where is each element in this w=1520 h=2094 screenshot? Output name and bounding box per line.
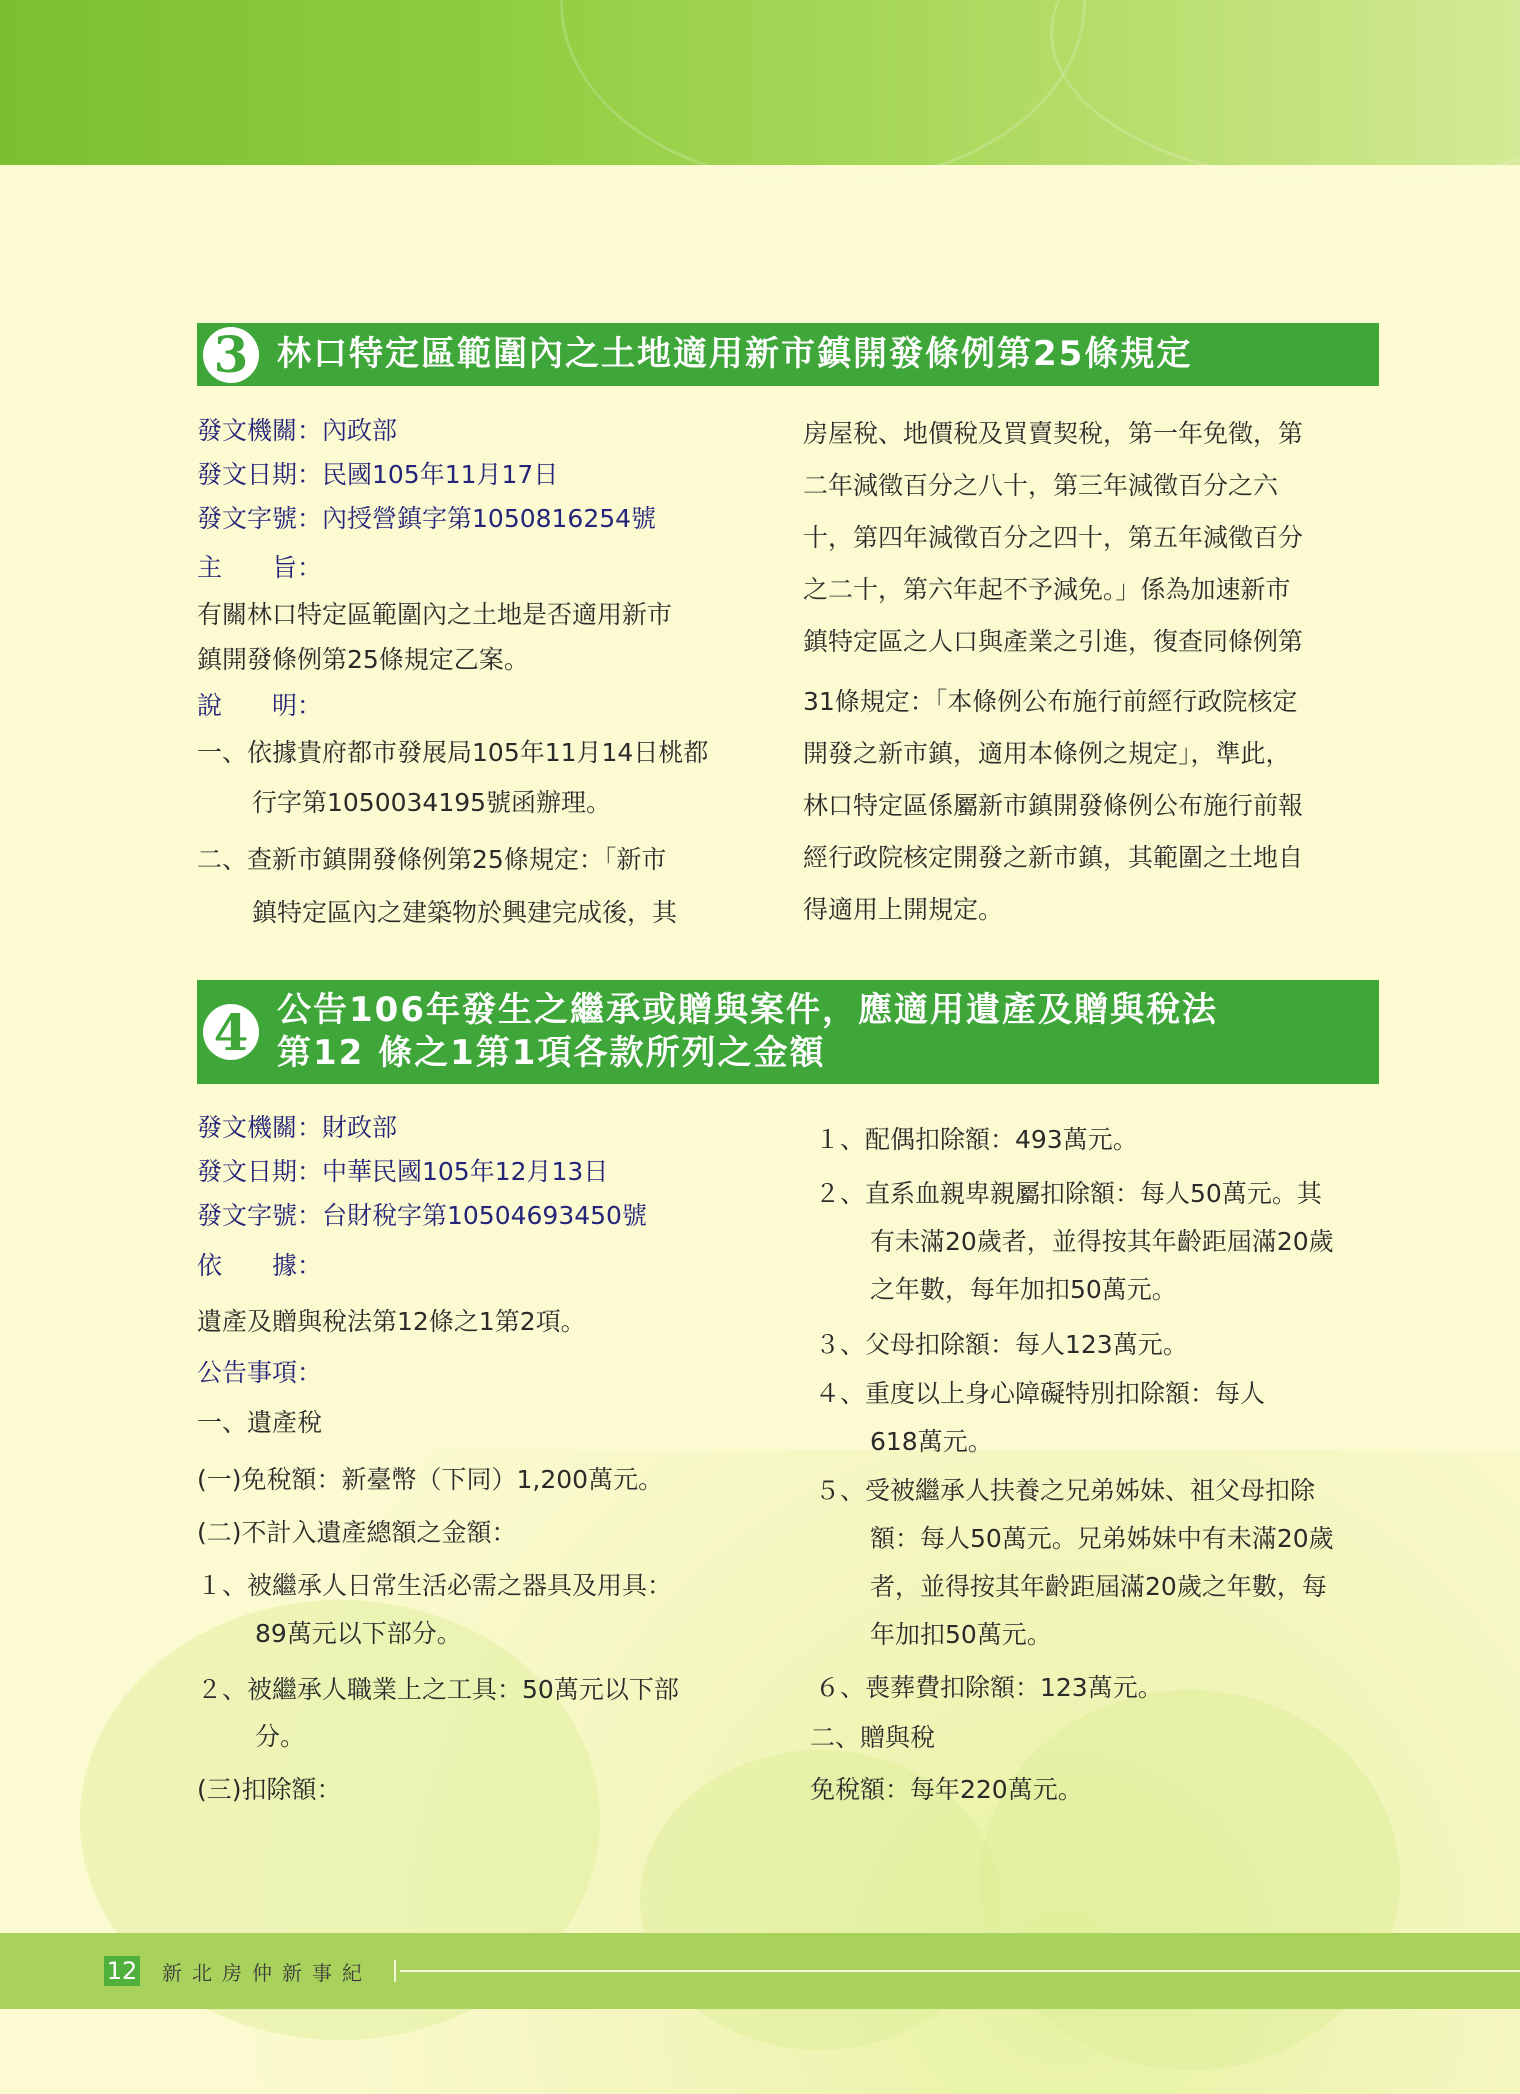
body-line: 二年減徵百分之八十，第三年減徵百分之六 [803, 471, 1279, 500]
issuing-agency: 發文機關：財政部 [197, 1113, 398, 1142]
body-line: 之二十，第六年起不予減免。」係為加速新市 [803, 575, 1291, 604]
deduction-line: ４、重度以上身心障礙特別扣除額：每人 [815, 1379, 1266, 1408]
leaf-decoration [560, 0, 1086, 186]
explanation-item: 行字第1050034195號函辦理。 [252, 788, 612, 817]
basis-label: 依 據： [197, 1251, 323, 1280]
body-line: 得適用上開規定。 [803, 895, 1004, 924]
notice-line: 89萬元以下部分。 [255, 1619, 462, 1648]
explanation-item: 鎮特定區內之建築物於興建完成後，其 [252, 898, 678, 927]
deduction-line: ５、受被繼承人扶養之兄弟姊妹、祖父母扣除 [815, 1476, 1316, 1505]
basis-text: 遺產及贈與稅法第12條之1第2項。 [197, 1307, 586, 1336]
deduction-line: 之年數，每年加扣50萬元。 [870, 1275, 1177, 1304]
issuing-agency: 發文機關：內政部 [197, 416, 398, 445]
notice-line: １、被繼承人日常生活必需之器具及用具： [197, 1571, 673, 1600]
footer-rule [400, 1970, 1520, 1972]
deduction-line: 618萬元。 [870, 1427, 993, 1456]
body-line: 鎮特定區之人口與產業之引進，復查同條例第 [803, 627, 1304, 656]
deduction-line: 額：每人50萬元。兄弟姊妹中有未滿20歲 [870, 1524, 1334, 1553]
document-number: 發文字號：台財稅字第10504693450號 [197, 1201, 647, 1230]
section-3-title: 林口特定區範圍內之土地適用新市鎮開發條例第25條規定 [277, 334, 1193, 374]
magazine-title: 新北房仲新事紀 [162, 1960, 372, 1985]
notice-line: 分。 [255, 1722, 306, 1751]
gift-tax-exemption: 免稅額：每年220萬元。 [810, 1775, 1083, 1804]
explanation-label: 說 明： [197, 691, 323, 720]
deduction-line: 有未滿20歲者，並得按其年齡距屆滿20歲 [870, 1227, 1334, 1256]
deduction-line: ２、直系血親卑親屬扣除額：每人50萬元。其 [815, 1179, 1322, 1208]
explanation-item: 一、依據貴府都市發展局105年11月14日桃都 [197, 738, 709, 767]
leaf-decoration [1050, 0, 1520, 186]
section-4-header [197, 980, 1379, 1084]
deduction-line: １、配偶扣除額：493萬元。 [815, 1125, 1138, 1154]
notice-line: 一、遺產稅 [197, 1408, 323, 1437]
top-banner [0, 0, 1520, 165]
notice-line: ２、被繼承人職業上之工具：50萬元以下部 [197, 1675, 679, 1704]
body-line: 開發之新市鎮，適用本條例之規定」，準此， [803, 739, 1291, 768]
subject-text: 有關林口特定區範圍內之土地是否適用新市 [197, 600, 673, 629]
issue-date: 發文日期：民國105年11月17日 [197, 460, 559, 489]
issue-date: 發文日期：中華民國105年12月13日 [197, 1157, 609, 1186]
deduction-line: 者，並得按其年齡距屆滿20歲之年數，每 [870, 1572, 1327, 1601]
body-line: 經行政院核定開發之新市鎮，其範圍之土地自 [803, 843, 1304, 872]
notice-line: (一)免稅額：新臺幣（下同）1,200萬元。 [197, 1465, 664, 1494]
section-number-badge: 4 [203, 1004, 259, 1060]
section-4-title-line: 第12 條之1第1項各款所列之金額 [277, 1033, 826, 1073]
body-line: 林口特定區係屬新市鎮開發條例公布施行前報 [803, 791, 1304, 820]
gift-tax-heading: 二、贈與稅 [810, 1723, 936, 1752]
explanation-item: 二、查新市鎮開發條例第25條規定：「新市 [197, 845, 667, 874]
deduction-line: ３、父母扣除額：每人123萬元。 [815, 1330, 1188, 1359]
page-footer [0, 1933, 1520, 2009]
body-line: 房屋稅、地價稅及買賣契稅，第一年免徵，第 [803, 419, 1304, 448]
section-number-badge: 3 [203, 327, 259, 383]
body-line: 十，第四年減徵百分之四十，第五年減徵百分 [803, 523, 1304, 552]
notice-line: (三)扣除額： [197, 1775, 342, 1804]
decoration-circle [980, 1690, 1400, 2070]
subject-label: 主 旨： [197, 553, 323, 582]
section-3-header [197, 323, 1379, 386]
subject-text: 鎮開發條例第25條規定乙案。 [197, 645, 529, 674]
document-number: 發文字號：內授營鎮字第1050816254號 [197, 504, 657, 533]
section-4-title [277, 989, 1218, 1075]
notice-label: 公告事項： [197, 1358, 323, 1387]
body-line: 31條規定：「本條例公布施行前經行政院核定 [803, 687, 1298, 716]
notice-line: (二)不計入遺產總額之金額： [197, 1518, 517, 1547]
deduction-line: 年加扣50萬元。 [870, 1620, 1052, 1649]
section-4-title-line: 公告106年發生之繼承或贈與案件，應適用遺產及贈與稅法 [277, 990, 1218, 1030]
page-number: 12 [104, 1956, 140, 1986]
deduction-line: ６、喪葬費扣除額：123萬元。 [815, 1673, 1163, 1702]
